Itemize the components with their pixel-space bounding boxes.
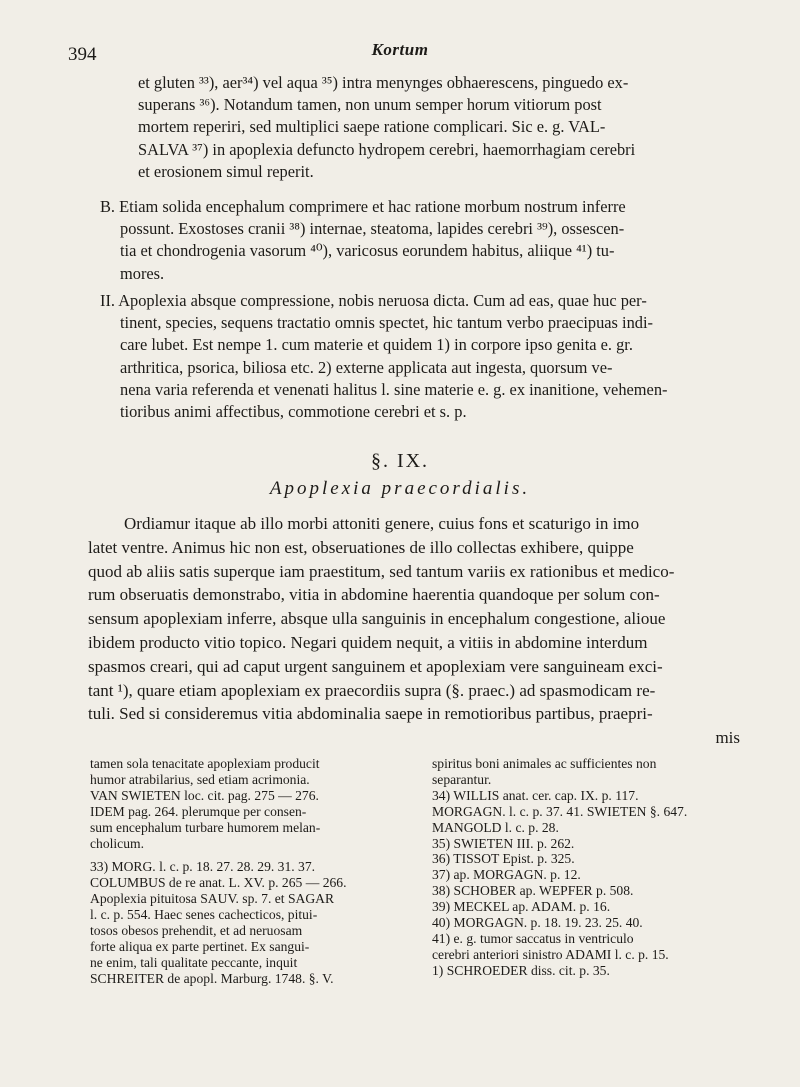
footnote-line: cerebri anteriori sinistro ADAMI l. c. p. 15. bbox=[432, 946, 669, 962]
footnotes-right-column bbox=[432, 756, 752, 979]
text-line: mortem reperiri, sed multiplici saepe ratione complicari. Sic e. g. VAL- bbox=[138, 117, 606, 137]
text-line: nena varia referenda et venenati halitus l. sine materie e. g. ex inanitione, vehemen- bbox=[120, 379, 668, 399]
footnote-line: tosos obesos prehendit, et ad neruosam bbox=[90, 923, 303, 939]
text-line: tuli. Sed si consideremus vitia abdominalia saepe in remotioribus partibus, praepri- bbox=[88, 704, 653, 724]
footnote-line: 39) MECKEL ap. ADAM. p. 16. bbox=[432, 899, 611, 915]
footnote-line: 1) SCHROEDER diss. cit. p. 35. bbox=[432, 962, 610, 978]
paragraph-continuation bbox=[138, 72, 738, 183]
footnote-line: Apoplexia pituitosa SAUV. sp. 7. et SAGAR bbox=[90, 891, 335, 907]
footnote-line: tamen sola tenacitate apoplexiam producit bbox=[90, 756, 320, 771]
text-line: possunt. Exostoses cranii ³⁸) internae, steatoma, lapides cerebri ³⁹), ossescen- bbox=[120, 219, 625, 239]
footnote-line: VAN SWIETEN loc. cit. pag. 275 — 276. bbox=[90, 787, 319, 803]
running-head: Kortum bbox=[371, 40, 429, 59]
footnote-line: COLUMBUS de re anat. L. XV. p. 265 — 266. bbox=[90, 875, 347, 891]
text-line: spasmos creari, qui ad caput urgent sanguinem et apoplexiam vere sanguineam exci- bbox=[88, 656, 663, 676]
text-line: sensum apoplexiam inferre, absque ulla sanguinis in encephalum congestione, alioue bbox=[88, 609, 666, 629]
text-line: B. Etiam solida encephalum comprimere et hac ratione morbum nostrum inferre bbox=[100, 197, 626, 216]
main-paragraph bbox=[88, 512, 740, 750]
footnote-line: MORGAGN. l. c. p. 37. 41. SWIETEN §. 647. bbox=[432, 803, 688, 819]
footnote-line: 33) MORG. l. c. p. 18. 27. 28. 29. 31. 37. bbox=[90, 859, 316, 875]
footnote-line: forte aliqua ex parte pertinet. Ex sangui- bbox=[90, 938, 310, 954]
text-line: latet ventre. Animus hic non est, obseruationes de illo collectas exhibere, quippe bbox=[88, 537, 634, 557]
text-line: care lubet. Est nempe 1. cum materie et quidem 1) in corpore ipso genita e. gr. bbox=[120, 335, 633, 355]
page-number: 394 bbox=[68, 44, 97, 65]
text-line: Ordiamur itaque ab illo morbi attoniti genere, cuius fons et scaturigo in imo bbox=[124, 514, 640, 533]
text-line: tia et chondrogenia vasorum ⁴⁰), varicosus eorundem habitus, aliique ⁴¹) tu- bbox=[120, 241, 615, 261]
section-number: §. IX. bbox=[370, 450, 430, 472]
footnote-line: 41) e. g. tumor saccatus in ventriculo bbox=[432, 930, 634, 946]
footnote-line: sum encephalum turbare humorem melan- bbox=[90, 819, 321, 835]
footnote-line: MANGOLD l. c. p. 28. bbox=[432, 819, 559, 835]
footnote-line: 40) MORGAGN. p. 18. 19. 23. 25. 40. bbox=[432, 915, 643, 931]
text-line: ibidem producto vitio topico. Negari quidem nequit, a vitiis in abdomine interdum bbox=[88, 632, 648, 652]
footnote-line: cholicum. bbox=[90, 835, 144, 851]
footnote-line: 37) ap. MORGAGN. p. 12. bbox=[432, 867, 581, 883]
footnote-line: IDEM pag. 264. plerumque per consen- bbox=[90, 803, 307, 819]
text-line: quod ab aliis satis superque iam praestitum, sed tantum variis ex rationibus et medico- bbox=[88, 561, 675, 581]
footnote-line: ne enim, tali qualitate peccante, inquit bbox=[90, 954, 298, 970]
footnote-line: 36) TISSOT Epist. p. 325. bbox=[432, 851, 575, 867]
text-line: tant ¹), quare etiam apoplexiam ex praecordiis supra (§. praec.) ad spasmodicam re- bbox=[88, 680, 656, 700]
text-line: mis bbox=[715, 728, 740, 748]
footnote-line: 34) WILLIS anat. cer. cap. IX. p. 117. bbox=[432, 787, 639, 803]
text-line: superans ³⁶). Notandum tamen, non unum semper horum vitiorum post bbox=[138, 95, 602, 115]
text-line: tinent, species, sequens tractatio omnis spectet, hic tantum verbo praecipuas indi- bbox=[120, 313, 653, 333]
footnotes-left-column bbox=[90, 756, 410, 987]
text-line: arthritica, psorica, biliosa etc. 2) externe applicata aut ingesta, quorsum ve- bbox=[120, 357, 613, 377]
text-line: mores. bbox=[120, 263, 165, 283]
footnote-line: 35) SWIETEN III. p. 262. bbox=[432, 835, 575, 851]
footnote-line: l. c. p. 554. Haec senes cachecticos, pitui- bbox=[90, 907, 318, 923]
section-title: Apoplexia praecordialis. bbox=[269, 478, 531, 499]
footnote-line: SCHREITER de apopl. Marburg. 1748. §. V. bbox=[90, 970, 334, 986]
text-line: et erosionem simul reperit. bbox=[138, 161, 314, 181]
footnote-line: 38) SCHOBER ap. WEPFER p. 508. bbox=[432, 883, 634, 899]
text-line: II. Apoplexia absque compressione, nobis neruosa dicta. Cum ad eas, quae huc per- bbox=[100, 291, 647, 310]
text-line: tioribus animi affectibus, commotione cerebri et s. p. bbox=[120, 402, 467, 422]
footnote-spacer bbox=[90, 851, 410, 859]
text-line: SALVA ³⁷) in apoplexia defuncto hydropem cerebri, haemorrhagiam cerebri bbox=[138, 139, 636, 159]
text-line: et gluten ³³), aer³⁴) vel aqua ³⁵) intra menynges obhaerescens, pinguedo ex- bbox=[138, 73, 629, 92]
footnote-line: separantur. bbox=[432, 771, 492, 787]
text-line: rum obseruatis demonstrabo, vitia in abdomine haerentia quandoque per solum con- bbox=[88, 585, 660, 605]
paragraph-b bbox=[100, 196, 740, 285]
footnote-line: spiritus boni animales ac sufficientes non bbox=[432, 756, 657, 771]
footnote-line: humor atrabilarius, sed etiam acrimonia. bbox=[90, 771, 310, 787]
paragraph-ii bbox=[100, 290, 740, 423]
